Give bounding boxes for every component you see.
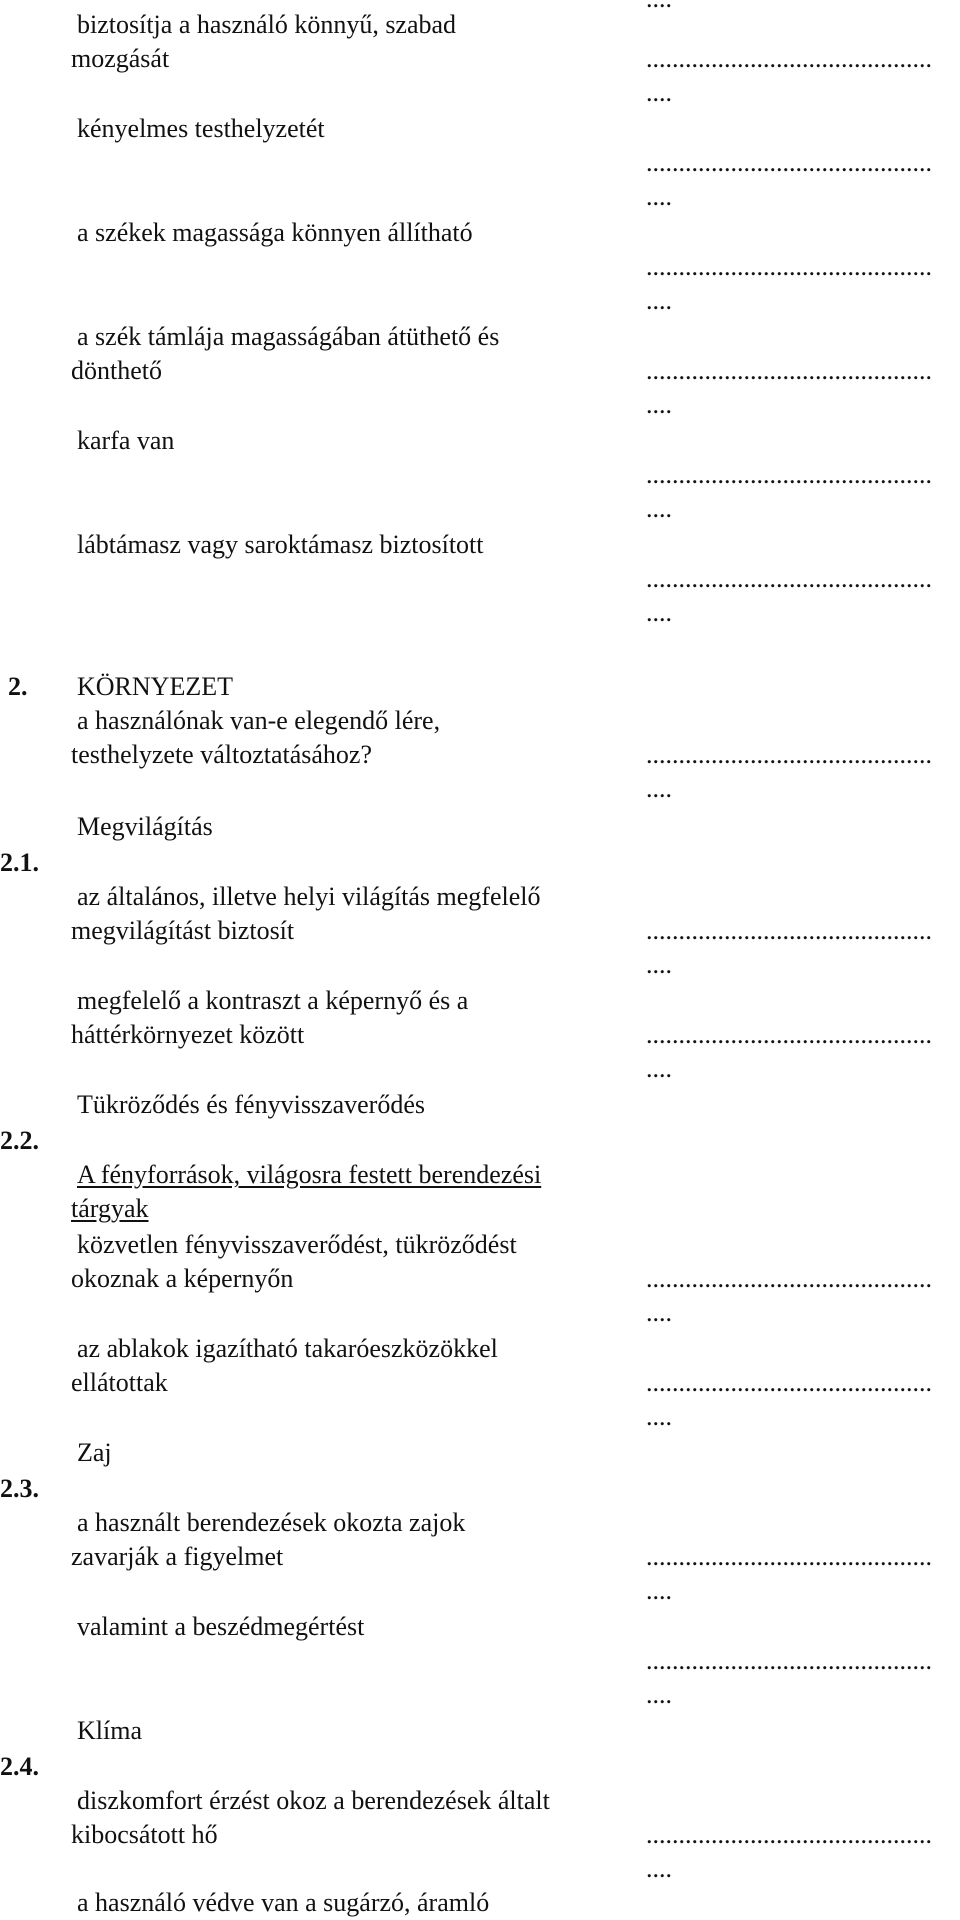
answer-dots[interactable]: ............................................ [646,564,932,593]
answer-dots-end: .... [646,1680,672,1709]
answer-dots[interactable]: ............................................ [646,916,932,945]
subsection-title: Zaj [77,1438,112,1467]
item-text: közvetlen fényvisszaverődést, tükröződést [77,1230,517,1259]
item-text: ellátottak [71,1368,168,1397]
answer-dots-end: .... [646,598,672,627]
answer-dots-end: .... [646,1854,672,1883]
answer-dots[interactable]: ............................................ [646,1020,932,1049]
answer-dots-end: .... [646,390,672,419]
item-text: okoznak a képernyőn [71,1264,294,1293]
answer-dots[interactable]: ............................................ [646,740,932,769]
answer-dots[interactable]: ............................................ [646,356,932,385]
item-text: kényelmes testhelyzetét [77,114,325,143]
answer-dots-end [646,0,672,16]
question-text: testhelyzete változtatásához? [71,740,373,769]
answer-dots[interactable]: ............................................ [646,1820,932,1849]
item-text: a használó védve van a sugárzó, áramló [77,1888,490,1917]
item-text: az ablakok igazítható takaróeszközökkel [77,1334,498,1363]
subsection-title: Megvilágítás [77,812,213,841]
item-text: lábtámasz vagy saroktámasz biztosított [77,530,484,559]
subsection-title: Tükröződés és fényvisszaverődés [77,1090,425,1119]
item-text: az általános, illetve helyi világítás megfelelő [77,882,541,911]
underlined-heading-text: A fényforrások, világosra festett berendezési [77,1160,542,1189]
answer-dots[interactable]: ............................................ [646,1368,932,1397]
subsection-number: 2.3. [0,1474,39,1503]
answer-dots-end: .... [646,1054,672,1083]
subsection-number: 2.4. [0,1752,39,1781]
section-number: 2. [8,672,28,701]
underlined-heading [77,1158,541,1192]
answer-dots[interactable]: ............................................ [646,460,932,489]
section-title: KÖRNYEZET [77,672,233,701]
item-text: zavarják a figyelmet [71,1542,284,1571]
underlined-heading-text: tárgyak [71,1194,149,1223]
item-text: megvilágítást biztosít [71,916,295,945]
item-text: dönthető [71,356,162,385]
answer-dots-end: .... [646,1402,672,1431]
answer-dots[interactable]: ............................................ [646,148,932,177]
item-text: megfelelő a kontraszt a képernyő és a [77,986,469,1015]
answer-dots-end: .... [646,950,672,979]
answer-dots-end: .... [646,494,672,523]
item-text: a székek magassága könnyen állítható [77,218,473,247]
question-text: a használónak van-e elegendő lére, [77,706,441,735]
item-text: mozgását [71,44,170,73]
item-text: kibocsátott hő [71,1820,218,1849]
item-text: valamint a beszédmegértést [77,1612,365,1641]
underlined-heading [71,1192,149,1226]
answer-dots-end: .... [646,182,672,211]
answer-dots-end: .... [646,286,672,315]
answer-dots[interactable]: ............................................ [646,1264,932,1293]
item-text: karfa van [77,426,175,455]
answer-dots[interactable]: ............................................ [646,44,932,73]
subsection-number: 2.2. [0,1126,39,1155]
item-text: a használt berendezések okozta zajok [77,1508,466,1537]
answer-dots-end: .... [646,1576,672,1605]
item-text: diszkomfort érzést okoz a berendezések általt [77,1786,550,1815]
answer-dots[interactable]: ............................................ [646,252,932,281]
item-text: háttérkörnyezet között [71,1020,305,1049]
subsection-number: 2.1. [0,848,39,877]
answer-dots[interactable]: ............................................ [646,1646,932,1675]
subsection-title: Klíma [77,1716,142,1745]
answer-dots-end: .... [646,1298,672,1327]
item-text: a szék támlája magasságában átüthető és [77,322,500,351]
answer-dots-end: .... [646,774,672,803]
answer-dots-end: .... [646,78,672,107]
answer-dots[interactable]: ............................................ [646,1542,932,1571]
item-text: biztosítja a használó könnyű, szabad [77,10,457,39]
